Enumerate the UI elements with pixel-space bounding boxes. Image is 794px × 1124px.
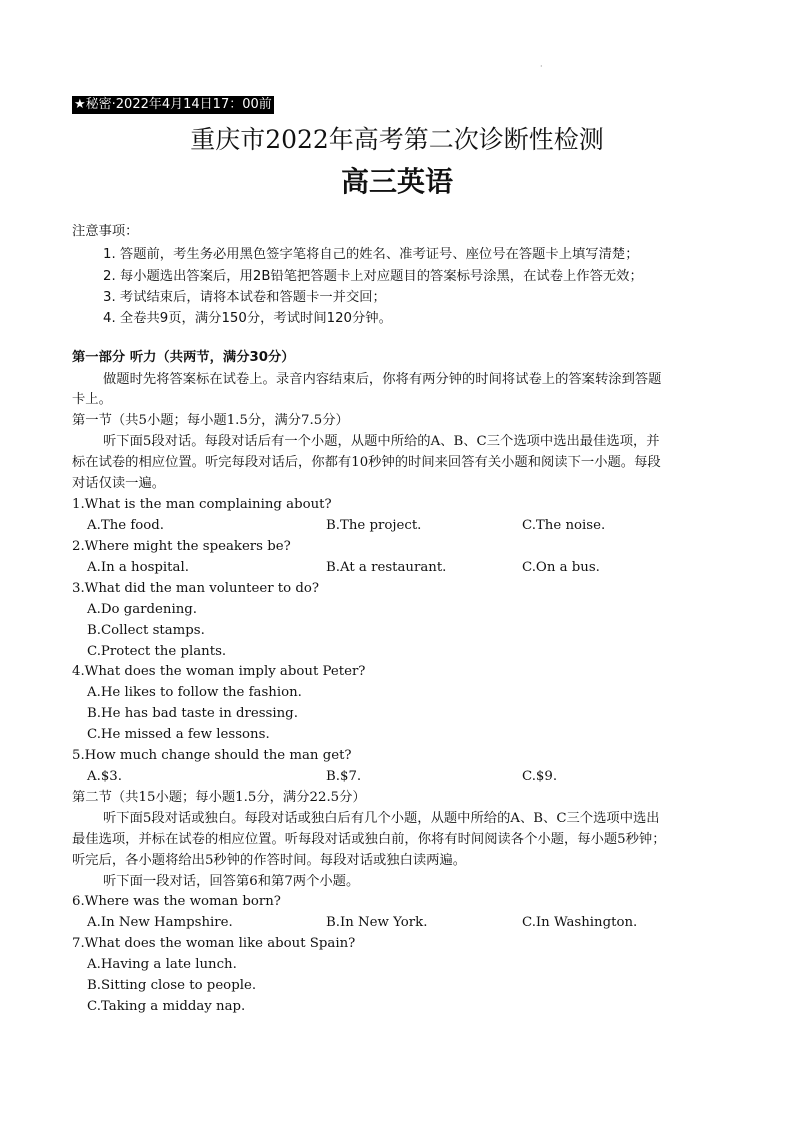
question-stem: 2.Where might the speakers be? (72, 539, 291, 554)
option-b: B.He has bad taste in dressing. (87, 706, 298, 721)
section1-instructions: 听下面5段对话。每段对话后有一个小题，从题中所给的A、B、C三个选项中选出最佳选项，并 (103, 434, 660, 449)
notice-item: 3. 考试结束后，请将本试卷和答题卡一并交回； (103, 290, 386, 305)
option-a: A.In a hospital. (87, 560, 189, 575)
option-c: C.$9. (522, 769, 558, 784)
option-b: B.In New York. (326, 915, 428, 930)
option-b: B.Sitting close to people. (87, 978, 257, 993)
section1-instructions: 标在试卷的相应位置。听完每段对话后，你都有10秒钟的时间来回答有关小题和阅读下一小题。每段 (72, 455, 661, 470)
section2-instructions: 最佳选项，并标在试卷的相应位置。听每段对话或独白前，你将有时间阅读各个小题，每小题5秒钟； (72, 832, 666, 847)
option-b: B.At a restaurant. (326, 560, 447, 575)
section2-instructions: 听下面5段对话或独白。每段对话或独白后有几个小题，从题中所给的A、B、C三个选项中选出 (103, 811, 660, 826)
option-c: C.In Washington. (522, 915, 638, 930)
notice-item: 4. 全卷共9页，满分150分，考试时间120分钟。 (103, 311, 392, 326)
option-c: C.Taking a midday nap. (87, 999, 246, 1014)
part1-heading: 第一部分 听力（共两节，满分30分） (72, 350, 295, 365)
section1-heading: 第一节（共5小题；每小题1.5分，满分7.5分） (72, 413, 349, 428)
option-a: A.Do gardening. (87, 602, 198, 617)
question-stem: 1.What is the man complaining about? (72, 497, 332, 512)
section2-instructions: 听完后，各小题将给出5秒钟的作答时间。每段对话或独白读两遍。 (72, 853, 467, 868)
exam-title: 重庆市2022年高考第二次诊断性检测 (190, 125, 604, 154)
section2-sub-instruction: 听下面一段对话，回答第6和第7两个小题。 (103, 874, 360, 889)
option-b: B.$7. (326, 769, 362, 784)
option-a: A.In New Hampshire. (87, 915, 233, 930)
section1-instructions: 对话仅读一遍。 (72, 476, 166, 491)
notice-item: 1. 答题前，考生务必用黑色签字笔将自己的姓名、准考证号、座位号在答题卡上填写清楚； (103, 247, 639, 262)
option-b: B.The project. (326, 518, 422, 533)
notice-item: 2. 每小题选出答案后，用2B铅笔把答题卡上对应题目的答案标号涂黑，在试卷上作答无效； (103, 269, 643, 284)
part1-intro: 卡上。 (72, 392, 112, 407)
option-a: A.He likes to follow the fashion. (87, 685, 302, 700)
option-a: A.Having a late lunch. (87, 957, 237, 972)
scan-dot: · (540, 62, 543, 71)
notice-heading: 注意事项： (72, 224, 139, 239)
option-b: B.Collect stamps. (87, 623, 205, 638)
subject-title: 高三英语 (340, 165, 453, 198)
confidential-label: ★秘密·2022年4月14日17：00前 (74, 97, 272, 112)
question-stem: 4.What does the woman imply about Peter? (72, 664, 366, 679)
option-c: C.The noise. (522, 518, 606, 533)
section2-heading: 第二节（共15小题；每小题1.5分，满分22.5分） (72, 790, 366, 805)
option-c: C.Protect the plants. (87, 644, 227, 659)
question-stem: 6.Where was the woman born? (72, 894, 281, 909)
question-stem: 3.What did the man volunteer to do? (72, 581, 320, 596)
option-a: A.$3. (87, 769, 122, 784)
option-a: A.The food. (87, 518, 165, 533)
option-c: C.On a bus. (522, 560, 600, 575)
part1-intro: 做题时先将答案标在试卷上。录音内容结束后，你将有两分钟的时间将试卷上的答案转涂到答题 (103, 372, 662, 387)
question-stem: 5.How much change should the man get? (72, 748, 352, 763)
option-c: C.He missed a few lessons. (87, 727, 270, 742)
question-stem: 7.What does the woman like about Spain? (72, 936, 356, 951)
